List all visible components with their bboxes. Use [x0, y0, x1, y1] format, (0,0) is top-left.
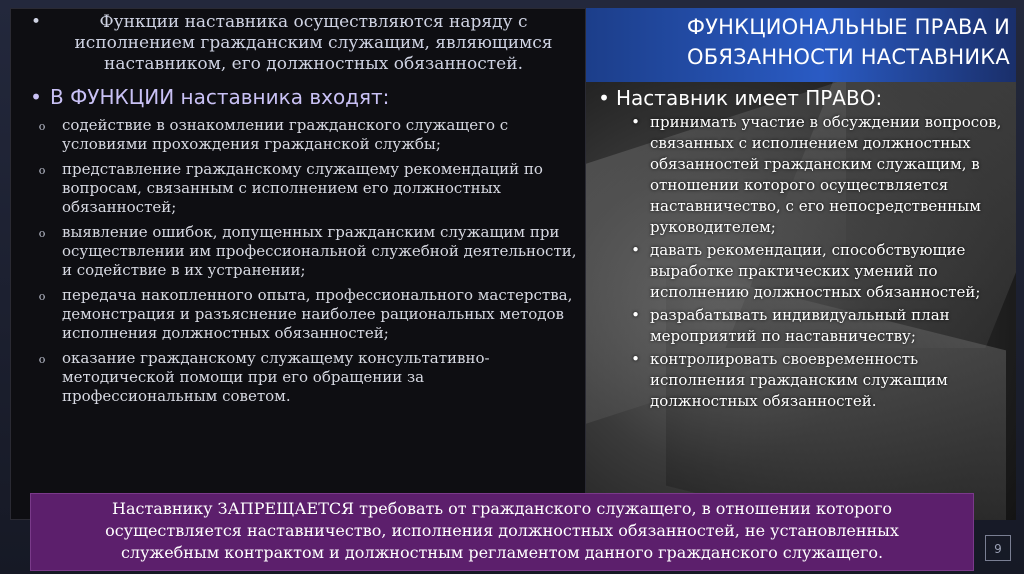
bullet-icon: • [631, 113, 640, 131]
prohibition-text: Наставнику ЗАПРЕЩАЕТСЯ требовать от гражданского служащего, в отношении которого осуществляется наставничество, исполнения должностных обязанностей, не установленных служебным контрактом и должностным регламентом данного гражданского служащего. [105, 499, 899, 562]
list-item-text: оказание гражданскому служащему консультативно-методической помощи при его обращении за профессиональным советом. [62, 349, 490, 405]
prohibition-box [30, 493, 974, 571]
circle-bullet-icon: o [38, 290, 46, 303]
bullet-icon: • [631, 306, 640, 324]
list-item-text: передача накопленного опыта, профессионального мастерства, демонстрация и разъяснение наиболее рациональных методов исполнения должностных обязанностей; [62, 286, 573, 342]
list-item [592, 349, 1010, 412]
list-item [592, 305, 1010, 347]
rights-heading-text: Наставник имеет ПРАВО: [616, 86, 883, 110]
list-item [22, 223, 577, 280]
list-item [22, 349, 577, 406]
list-item [22, 160, 577, 217]
bullet-icon: • [30, 12, 42, 32]
functions-heading [22, 84, 577, 110]
bullet-icon: • [631, 350, 640, 368]
list-item [22, 286, 577, 343]
list-item-text: выявление ошибок, допущенных гражданским служащим при осуществлении им профессиональной служебной деятельности, и содействие в их устранении; [62, 223, 577, 279]
list-item [22, 116, 577, 154]
page-number: 9 [985, 535, 1011, 561]
bullet-icon: • [30, 85, 42, 109]
list-item [592, 112, 1010, 238]
list-item-text: представление гражданскому служащему рекомендаций по вопросам, связанным с исполнением его должностных обязанностей; [62, 160, 543, 216]
rights-list [592, 112, 1010, 412]
circle-bullet-icon: o [38, 120, 46, 133]
functions-list [22, 116, 577, 406]
list-item-text: разрабатывать индивидуальный план мероприятий по наставничеству; [650, 306, 950, 345]
slide-title-line: ФУНКЦИОНАЛЬНЫЕ ПРАВА И [686, 15, 1010, 39]
list-item-text: принимать участие в обсуждении вопросов, связанных с исполнением должностных обязанностей гражданским служащим, в отношении которого осуществляется наставничество, с его непосредственным руководителем; [650, 113, 1002, 236]
circle-bullet-icon: o [38, 227, 46, 240]
bullet-icon: • [598, 86, 610, 110]
slide-title-line: ОБЯЗАННОСТИ НАСТАВНИКА [687, 45, 1010, 69]
list-item-text: контролировать своевременность исполнения гражданским служащим должностных обязанностей. [650, 350, 948, 410]
circle-bullet-icon: o [38, 164, 46, 177]
intro-text: Функции наставника осуществляются наряду с исполнением гражданским служащим, являющимся наставником, его должностных обязанностей. [74, 12, 553, 74]
intro-paragraph [22, 12, 577, 75]
circle-bullet-icon: o [38, 353, 46, 366]
functions-section [22, 12, 577, 412]
functions-heading-text: В ФУНКЦИИ наставника входят: [50, 85, 390, 109]
list-item [592, 240, 1010, 303]
rights-section [592, 86, 1010, 414]
list-item-text: содействие в ознакомлении гражданского служащего с условиями прохождения гражданской службы; [62, 116, 509, 153]
list-item-text: давать рекомендации, способствующие выработке практических умений по исполнению должностных обязанностей; [650, 241, 981, 301]
slide-title [600, 12, 1010, 72]
bullet-icon: • [631, 241, 640, 259]
rights-heading [592, 86, 1010, 110]
